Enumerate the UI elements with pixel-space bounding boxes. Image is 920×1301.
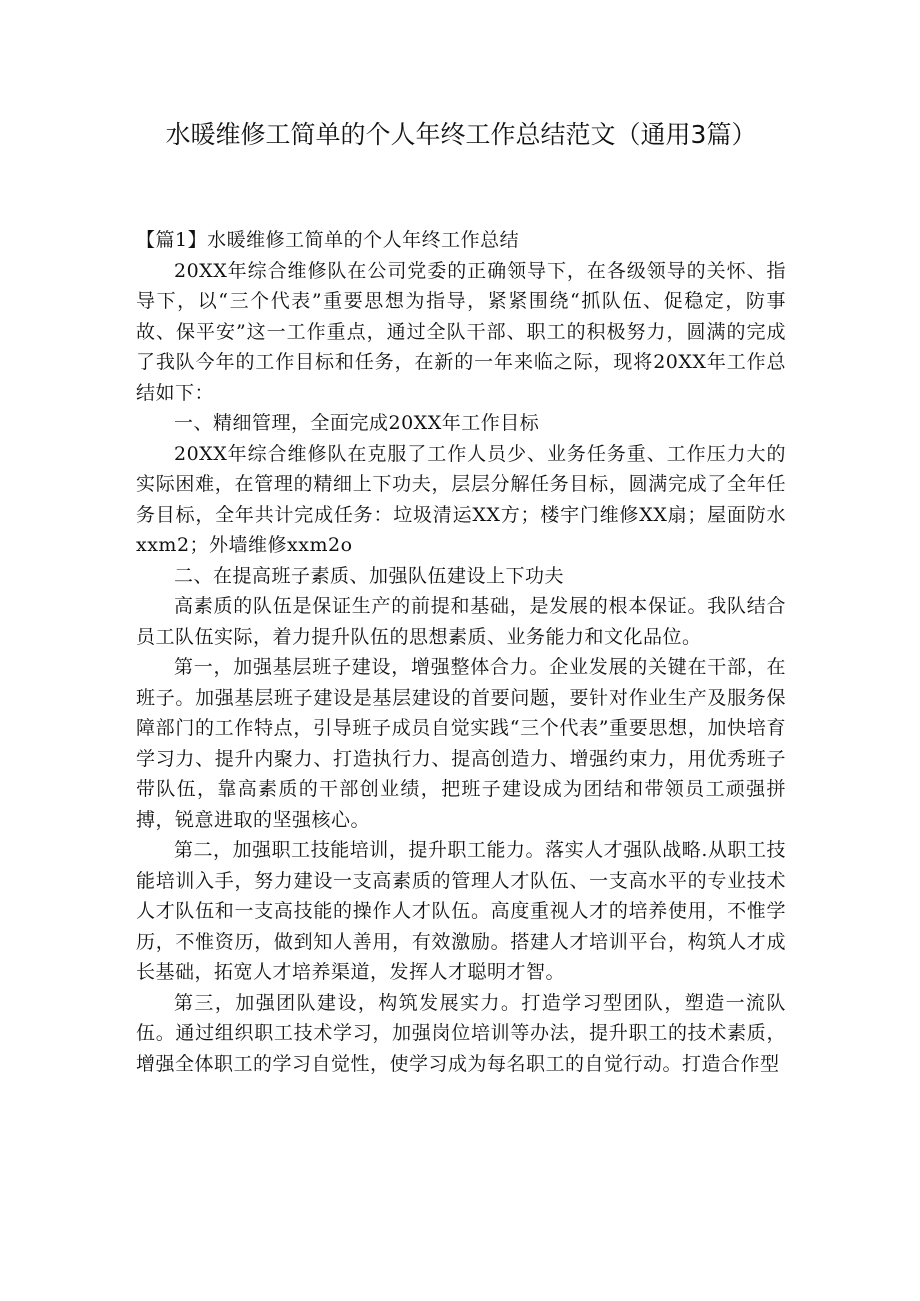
subheading-2: 二、在提高班子素质、加强队伍建设上下功夫 bbox=[174, 564, 565, 587]
paragraph-first: 第一，加强基层班子建设，增强整体合力。企业发展的关键在干部，在班子。加强基层班子建设是基层建设的首要问题，要针对作业生产及服务保障部门的工作特点，引导班子成员自觉实践“三个代表”重要思想，加快培育学习力、提升内聚力、打造执行力、提高创造力、增强约束力，用优秀班子带队伍，靠高素质的干部创业绩，把班子建设成为团结和带领员工顽强拼搏，锐意进取的坚强核心。 bbox=[136, 656, 786, 831]
document-title: 水暖维修工简单的个人年终工作总结范文（通用3篇） bbox=[165, 120, 757, 149]
paragraph-targets: 20XX年综合维修队在克服了工作人员少、业务任务重、工作压力大的实际困难，在管理的精细上下功夫，层层分解任务目标，圆满完成了全年任务目标，全年共计完成任务：垃圾清运XX方；楼宇门维修XX扇；屋面防水xxm2；外墙维修xxm2o bbox=[136, 442, 786, 556]
document-body bbox=[136, 225, 786, 1079]
paragraph-intro: 20XX年综合维修队在公司党委的正确领导下，在各级领导的关怀、指导下，以“三个代表”重要思想为指导，紧紧围绕“抓队伍、促稳定，防事故、保平安”这一工作重点，通过全队干部、职工的积极努力，圆满的完成了我队今年的工作目标和任务，在新的一年来临之际，现将20XX年工作总结如下： bbox=[136, 259, 786, 404]
paragraph-third: 第三，加强团队建设，构筑发展实力。打造学习型团队，塑造一流队伍。通过组织职工技术学习，加强岗位培训等办法，提升职工的技术素质，增强全体职工的学习自觉性，使学习成为每名职工的自觉行动。打造合作型 bbox=[136, 991, 786, 1075]
section-heading: 【篇1】水暖维修工简单的个人年终工作总结 bbox=[136, 229, 520, 251]
paragraph-team-quality: 高素质的队伍是保证生产的前提和基础，是发展的根本保证。我队结合员工队伍实际，着力提升队伍的思想素质、业务能力和文化品位。 bbox=[136, 595, 786, 648]
subheading-1: 一、精细管理，全面完成20XX年工作目标 bbox=[174, 412, 540, 434]
paragraph-second: 第二，加强职工技能培训，提升职工能力。落实人才强队战略.从职工技能培训入手，努力建设一支高素质的管理人才队伍、一支高水平的专业技术人才队伍和一支高技能的操作人才队伍。高度重视人才的培养使用，不惟学历，不惟资历，做到知人善用，有效激励。搭建人才培训平台，构筑人才成长基础，拓宽人才培养渠道，发挥人才聪明才智。 bbox=[136, 839, 786, 983]
